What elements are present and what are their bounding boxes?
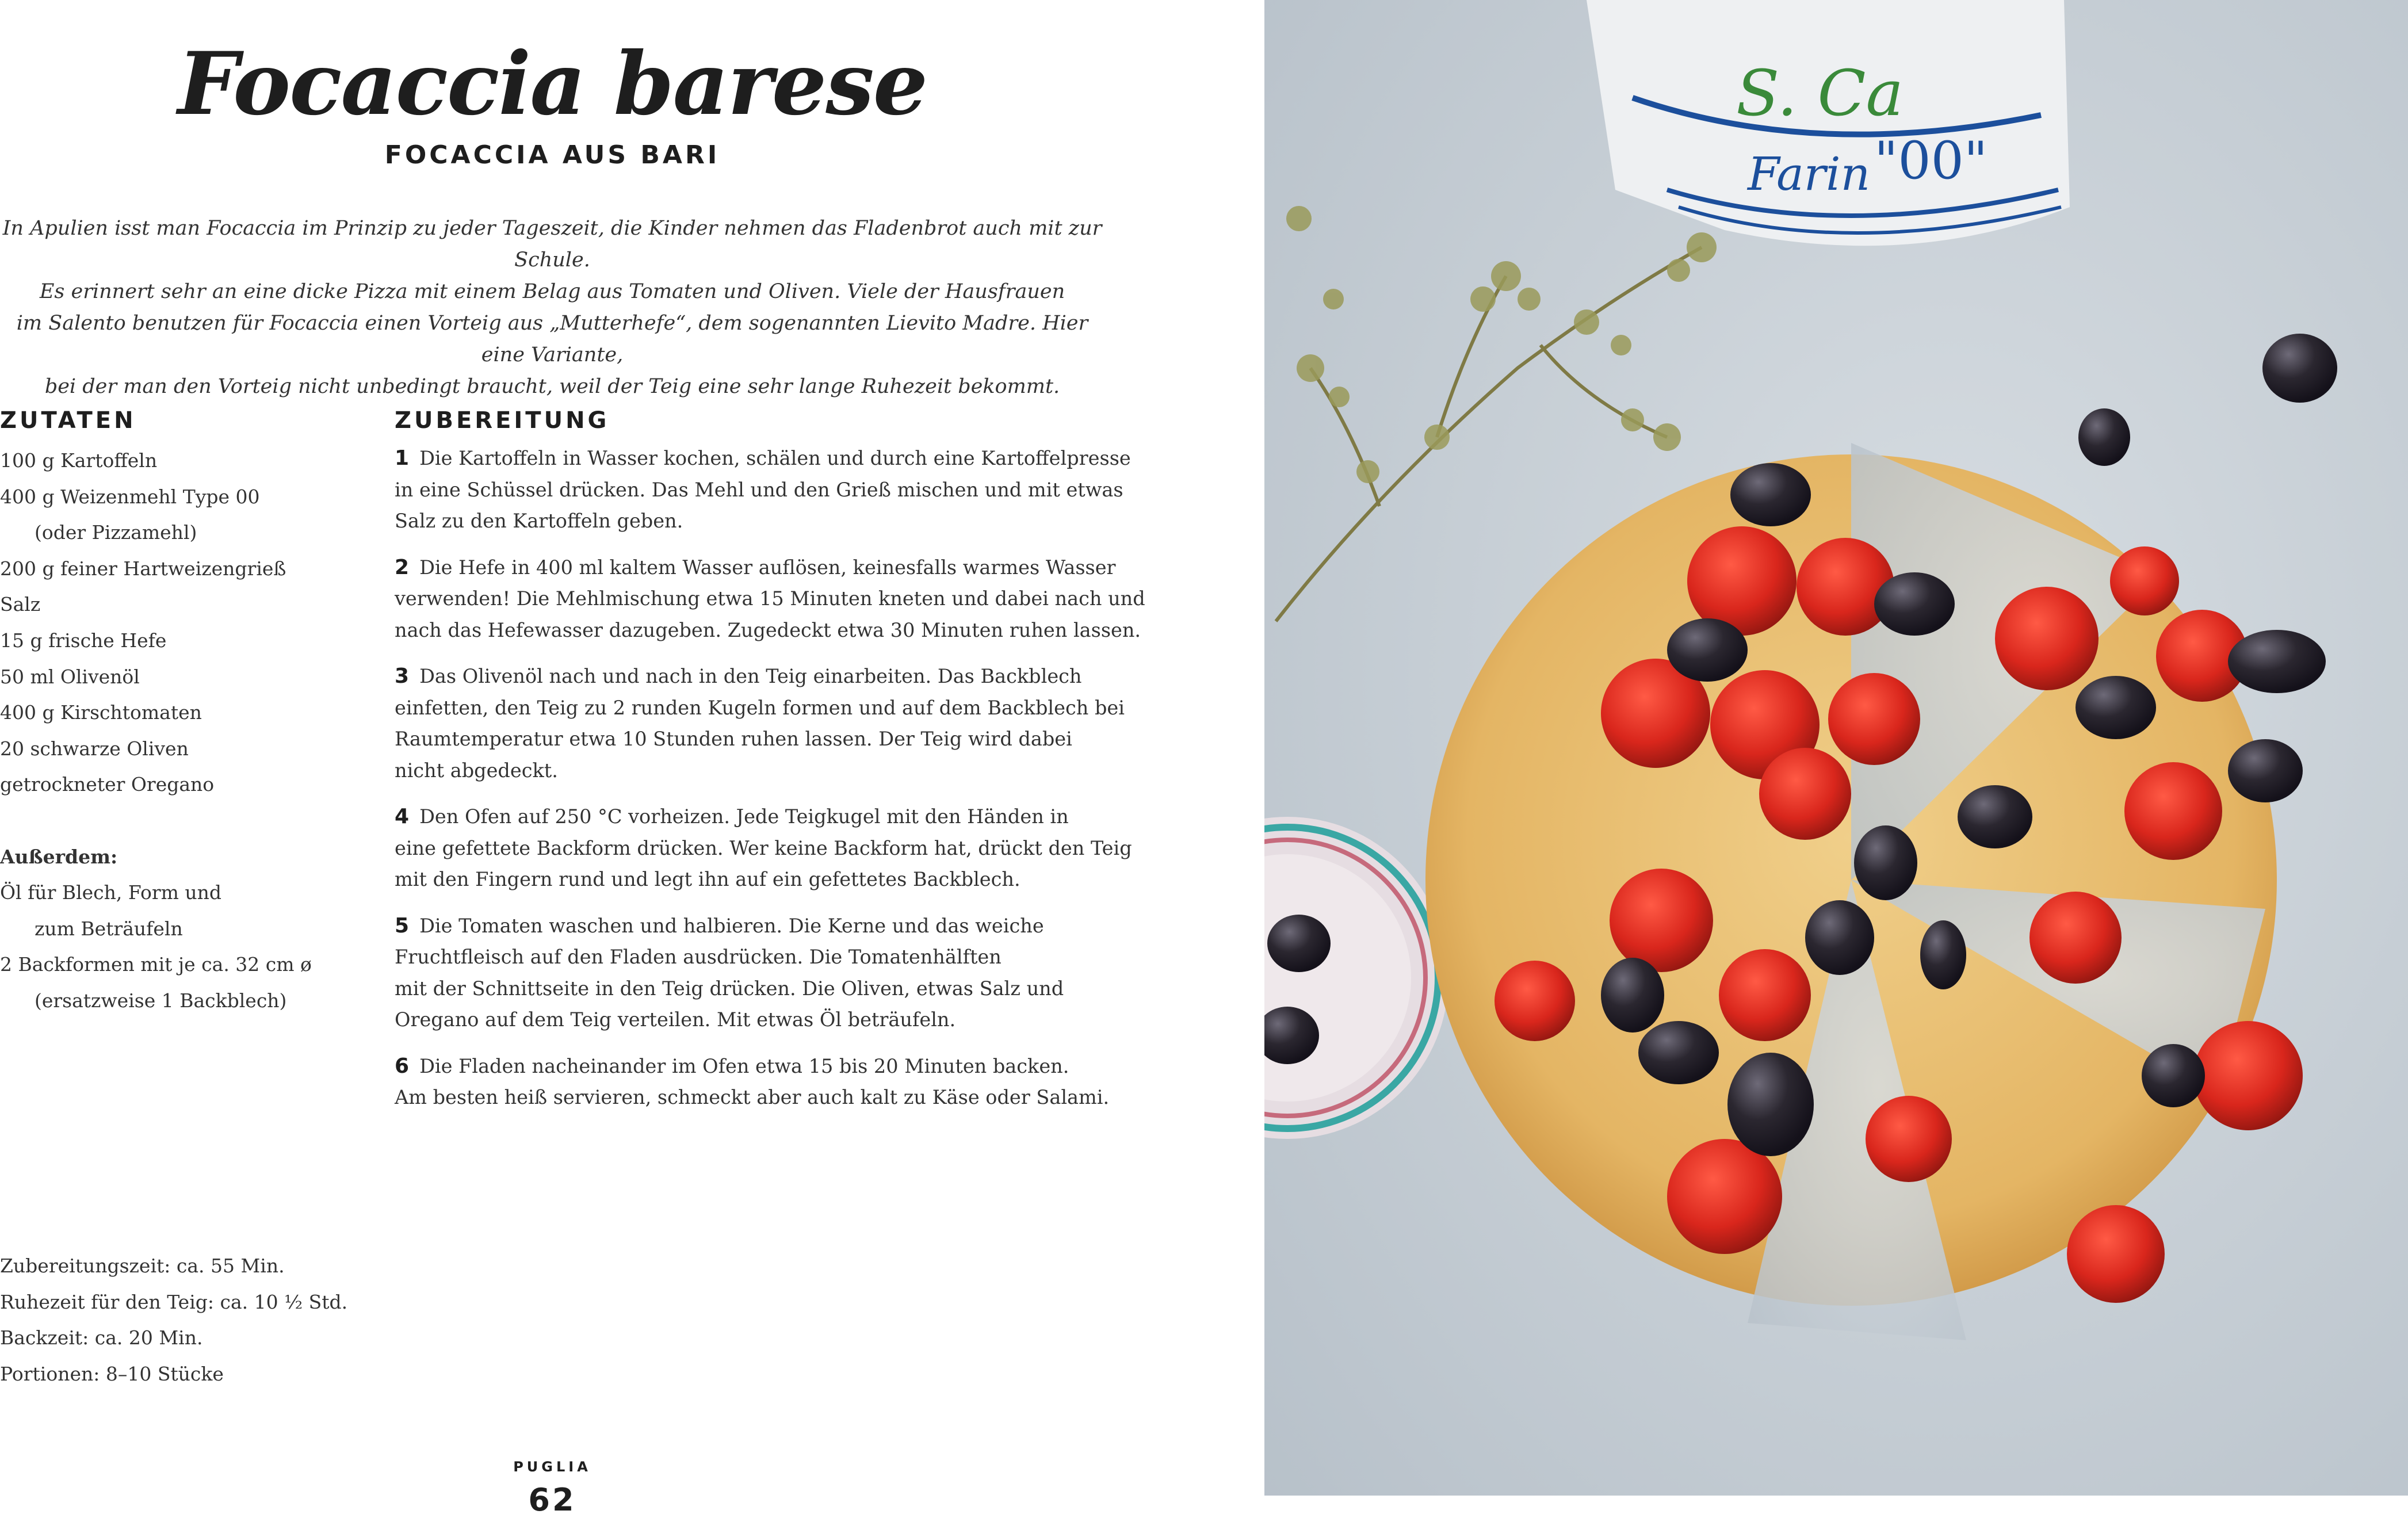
step-text: Die Kartoffeln in Wasser kochen, schälen und durch eine Kartoffelpresse [419, 447, 1131, 469]
intro-line: In Apulien isst man Focaccia im Prinzip zu jeder Tageszeit, die Kinder nehmen das Fladenbrot auch mit zur Schule. [2, 217, 1102, 272]
ingredient-item: 100 g Kartoffeln [0, 449, 158, 472]
step-line: nicht abgedeckt. [395, 759, 558, 782]
flour-bag-label: Farin [1748, 147, 1871, 201]
step-line: Oregano auf dem Teig verteilen. Mit etwas Öl beträufeln. [395, 1008, 956, 1031]
step-number: 6 [395, 1054, 410, 1078]
intro-line: im Salento benutzen für Focaccia einen Vorteig aus „Mutterhefe“, dem sogenannten Lievito Madre. Hier eine Variante, [16, 312, 1088, 366]
step-5 [395, 911, 1108, 1036]
step-3 [395, 661, 1125, 786]
region-label: PUGLIA [513, 1459, 591, 1475]
step-line [395, 801, 1108, 833]
ingredient-item: 15 g frische Hefe [0, 629, 167, 652]
ingredient-item: getrockneter Oregano [0, 773, 215, 796]
step-line [395, 661, 1108, 693]
step-4 [395, 801, 1132, 896]
step-text: Das Olivenöl nach und nach in den Teig einarbeiten. Das Backblech [419, 665, 1082, 687]
extra-item: Öl für Blech, Form und [0, 881, 222, 904]
intro-line: bei der man den Vorteig nicht unbedingt braucht, weil der Teig eine sehr lange Ruhezeit bekommt. [44, 375, 1060, 398]
step-2 [395, 552, 1145, 647]
flour-bag-brand: S. Ca [1736, 56, 1904, 130]
focaccia-photo-illustration [1264, 0, 2408, 1496]
step-line [395, 443, 1131, 475]
step-line [395, 1051, 1108, 1083]
recipe-subtitle: FOCACCIA AUS BARI [384, 140, 720, 170]
recipe-meta [0, 1248, 347, 1392]
servings: Portionen: 8–10 Stücke [0, 1362, 224, 1385]
step-line: Salz zu den Kartoffeln geben. [395, 510, 683, 532]
step-text: Den Ofen auf 250 °C vorheizen. Jede Teigkugel mit den Händen in [419, 805, 1069, 828]
rest-time: Ruhezeit für den Teig: ca. 10 ½ Std. [0, 1290, 348, 1313]
step-line: Raumtemperatur etwa 10 Stunden ruhen lassen. Der Teig wird dabei [395, 728, 1072, 750]
step-line: nach das Hefewasser dazugeben. Zugedeckt etwa 30 Minuten ruhen lassen. [395, 618, 1141, 641]
step-text: Die Hefe in 400 ml kaltem Wasser auflösen, keinesfalls warmes Wasser [419, 556, 1116, 579]
ingredient-item: 400 g Weizenmehl Type 00 [0, 485, 260, 508]
extras-heading: Außerdem: [0, 845, 118, 868]
intro-line: Es erinnert sehr an eine dicke Pizza mit einem Belag aus Tomaten und Oliven. Viele der Hausfrauen [39, 280, 1065, 303]
step-number: 3 [395, 664, 410, 688]
step-text: Die Tomaten waschen und halbieren. Die Kerne und das weiche [419, 914, 1044, 937]
ingredient-item: (oder Pizzamehl) [35, 521, 197, 544]
step-number: 2 [395, 555, 410, 579]
step-line: in eine Schüssel drücken. Das Mehl und den Grieß mischen und mit etwas [395, 478, 1123, 501]
ingredient-item: 50 ml Olivenöl [0, 665, 140, 688]
extra-item: zum Beträufeln [35, 917, 183, 940]
step-number: 5 [395, 913, 410, 938]
ingredient-item: 400 g Kirschtomaten [0, 701, 202, 724]
bake-time: Backzeit: ca. 20 Min. [0, 1326, 203, 1349]
step-line: mit den Fingern rund und legt ihn auf ein gefettetes Backblech. [395, 868, 1020, 890]
step-line [395, 552, 1116, 584]
step-line: einfetten, den Teig zu 2 runden Kugeln formen und auf dem Backblech bei [395, 696, 1125, 719]
recipe-title: Focaccia barese [177, 33, 927, 135]
step-line: verwenden! Die Mehlmischung etwa 15 Minuten kneten und dabei nach und [395, 587, 1145, 610]
ingredient-item: Salz [0, 593, 41, 616]
prep-time: Zubereitungszeit: ca. 55 Min. [0, 1255, 285, 1277]
step-6 [395, 1051, 1108, 1114]
preparation-heading: ZUBEREITUNG [395, 407, 610, 434]
step-text: Die Fladen nacheinander im Ofen etwa 15 bis 20 Minuten backen. [419, 1054, 1069, 1077]
extra-item: (ersatzweise 1 Backblech) [35, 989, 287, 1012]
preparation-steps [395, 443, 1145, 1129]
ingredient-item: 20 schwarze Oliven [0, 737, 189, 760]
ingredient-item: 200 g feiner Hartweizengrieß [0, 557, 286, 580]
intro-paragraph [0, 213, 1104, 403]
extra-item: 2 Backformen mit je ca. 32 cm ø [0, 953, 312, 976]
ingredients-heading: ZUTATEN [0, 407, 136, 434]
step-line [395, 911, 1108, 942]
step-line: mit der Schnittseite in den Teig drücken. Die Oliven, etwas Salz und [395, 977, 1064, 1000]
step-line: Fruchtfleisch auf den Fladen ausdrücken. Die Tomatenhälften [395, 946, 1002, 968]
focaccia-photo [1264, 0, 2408, 1496]
page-number: 62 [528, 1482, 576, 1518]
step-line: Am besten heiß servieren, schmeckt aber auch kalt zu Käse oder Salami. [395, 1086, 1110, 1108]
step-line: eine gefettete Backform drücken. Wer keine Backform hat, drückt den Teig [395, 836, 1132, 859]
step-number: 4 [395, 805, 410, 828]
spacer [0, 803, 357, 839]
step-number: 1 [395, 446, 410, 470]
step-1 [395, 443, 1131, 537]
flour-bag-type: "00" [1874, 131, 1988, 191]
ingredients-list [0, 443, 357, 1019]
